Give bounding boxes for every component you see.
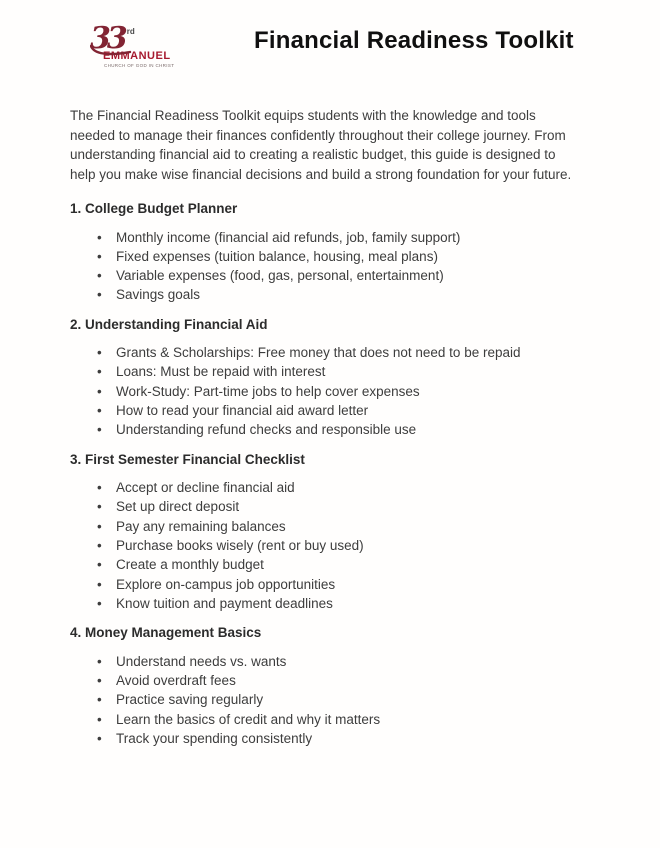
list-item: • Track your spending consistently (70, 729, 582, 748)
list-item: • Work-Study: Part-time jobs to help cover expenses (70, 382, 582, 401)
list-item: • Understanding refund checks and responsible use (70, 420, 582, 439)
logo-swoosh-icon (90, 45, 132, 57)
section-college-budget-planner (70, 199, 582, 305)
section-2-list (70, 343, 582, 439)
logo-ordinal-suffix: rd (126, 27, 135, 36)
list-item: • Fixed expenses (tuition balance, housing, meal plans) (70, 247, 582, 266)
section-3-list (70, 478, 582, 613)
section-understanding-financial-aid (70, 315, 582, 440)
section-2-heading: 2. Understanding Financial Aid (70, 316, 268, 332)
logo-name: EMMANUEL (103, 50, 171, 62)
list-item: • Create a monthly budget (70, 555, 582, 574)
section-3-heading: 3. First Semester Financial Checklist (70, 451, 305, 467)
list-item: • Practice saving regularly (70, 690, 582, 709)
document-header (0, 0, 660, 95)
logo-number: 33 (90, 21, 124, 56)
section-money-management-basics (70, 623, 582, 748)
list-item: • Monthly income (financial aid refunds, job, family support) (70, 228, 582, 247)
church-logo (90, 18, 180, 68)
list-item: • Know tuition and payment deadlines (70, 594, 582, 613)
list-item: • How to read your financial aid award letter (70, 401, 582, 420)
section-4-list (70, 652, 582, 748)
list-item: • Explore on-campus job opportunities (70, 575, 582, 594)
list-item: • Savings goals (70, 285, 582, 304)
list-item: • Purchase books wisely (rent or buy used) (70, 536, 582, 555)
document-body (70, 106, 582, 758)
list-item: • Grants & Scholarships: Free money that does not need to be repaid (70, 343, 582, 362)
page-title: Financial Readiness Toolkit (254, 27, 574, 54)
section-4-heading: 4. Money Management Basics (70, 625, 262, 641)
section-first-semester-checklist (70, 450, 582, 614)
list-item: • Avoid overdraft fees (70, 671, 582, 690)
list-item: • Loans: Must be repaid with interest (70, 362, 582, 381)
list-item: • Pay any remaining balances (70, 517, 582, 536)
list-item: • Understand needs vs. wants (70, 652, 582, 671)
logo-tagline: CHURCH OF GOD IN CHRIST (104, 63, 175, 68)
section-1-heading: 1. College Budget Planner (70, 201, 238, 216)
list-item: • Accept or decline financial aid (70, 478, 582, 497)
list-item: • Variable expenses (food, gas, personal, entertainment) (70, 266, 582, 285)
section-1-list (70, 228, 582, 305)
intro-paragraph: The Financial Readiness Toolkit equips students with the knowledge and tools needed to manage their finances confidently throughout their college journey. From understanding financial aid to creating a realistic budget, this guide is designed to help you make wise financial decisions and build a strong foundation for your future. (70, 108, 572, 182)
list-item: • Learn the basics of credit and why it matters (70, 710, 582, 729)
list-item: • Set up direct deposit (70, 497, 582, 516)
